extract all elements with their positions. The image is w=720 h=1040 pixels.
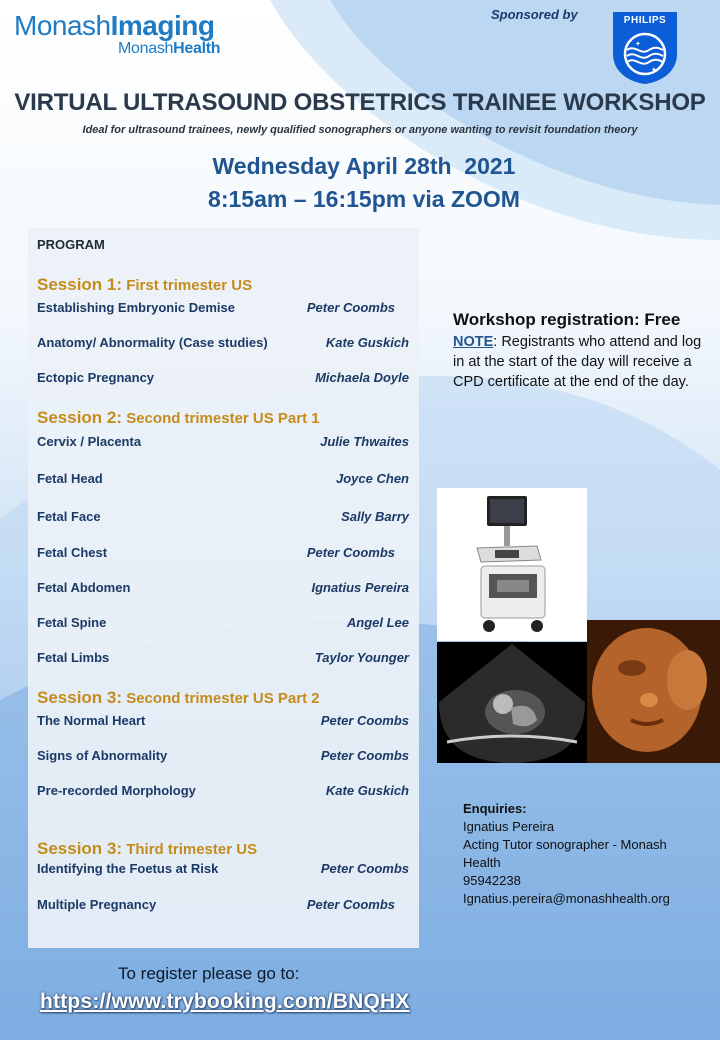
topic: Fetal Face bbox=[37, 509, 101, 524]
speaker: Kate Guskich bbox=[325, 335, 409, 350]
registration-title: Workshop registration: Free bbox=[453, 310, 681, 329]
session-label: Session 2: bbox=[37, 408, 123, 427]
speaker: Peter Coombs bbox=[320, 713, 409, 728]
topic: Pre-recorded Morphology bbox=[37, 783, 196, 798]
logo-subtext: Health bbox=[173, 40, 221, 57]
svg-text:✦: ✦ bbox=[651, 66, 657, 74]
speaker: Kate Guskich bbox=[325, 783, 409, 798]
logo-text: Monash bbox=[14, 10, 111, 41]
topic: Multiple Pregnancy bbox=[37, 897, 157, 912]
program-heading: PROGRAM bbox=[37, 237, 105, 252]
speaker: Joyce Chen bbox=[336, 471, 409, 486]
topic: The Normal Heart bbox=[37, 713, 146, 728]
registration-info bbox=[453, 310, 703, 392]
speaker: Sally Barry bbox=[341, 509, 409, 524]
topic: Anatomy/ Abnormality (Case studies) bbox=[37, 335, 268, 350]
page-subtitle: Ideal for ultrasound trainees, newly qualified sonographers or anyone wanting to revisit foundation theory bbox=[82, 124, 638, 136]
topic: Fetal Spine bbox=[37, 615, 107, 630]
topic: Ectopic Pregnancy bbox=[37, 370, 155, 385]
philips-logo bbox=[613, 12, 677, 84]
event-time: 8:15am – 16:15pm via ZOOM bbox=[208, 186, 520, 212]
speaker: Taylor Younger bbox=[314, 650, 409, 665]
topic: Fetal Limbs bbox=[37, 650, 110, 665]
session-name: Second trimester US Part 2 bbox=[122, 690, 320, 707]
logo-text: Imaging bbox=[110, 10, 215, 41]
speaker: Peter Coombs bbox=[320, 748, 409, 763]
3d-fetal-face-image bbox=[587, 620, 720, 763]
speaker: Peter Coombs bbox=[306, 545, 395, 560]
session-2-heading bbox=[37, 408, 320, 428]
page-title: VIRTUAL ULTRASOUND OBSTETRICS TRAINEE WORKSHOP bbox=[14, 89, 706, 116]
logo-subtext: Monash bbox=[118, 40, 174, 57]
contact-phone: 95942238 bbox=[463, 873, 521, 888]
topic: Fetal Head bbox=[37, 471, 103, 486]
speaker: Angel Lee bbox=[346, 615, 409, 630]
topic: Fetal Chest bbox=[37, 545, 108, 560]
note-text: : Registrants who attend and log in at the start of the day will receive a CPD certificate at the end of the day. bbox=[453, 334, 702, 390]
register-instruction: To register please go to: bbox=[118, 964, 300, 983]
contact-role: Acting Tutor sonographer - Monash Health bbox=[463, 837, 667, 870]
event-date-time bbox=[0, 150, 720, 216]
speaker: Julie Thwaites bbox=[320, 434, 409, 449]
contact-email[interactable]: Ignatius.pereira@monashhealth.org bbox=[463, 891, 670, 906]
registration-link[interactable]: https://www.trybooking.com/BNQHX bbox=[40, 990, 410, 1013]
session-4-heading bbox=[37, 839, 257, 859]
session-name: Second trimester US Part 1 bbox=[122, 410, 320, 427]
svg-text:✦: ✦ bbox=[635, 40, 641, 48]
contact-name: Ignatius Pereira bbox=[463, 819, 555, 834]
session-3-heading bbox=[37, 688, 320, 708]
ultrasound-scan-image bbox=[437, 642, 587, 763]
philips-logo-text: PHILIPS bbox=[623, 15, 667, 26]
enquiries-block bbox=[463, 800, 703, 908]
session-label: Session 3: bbox=[37, 688, 123, 707]
topic: Fetal Abdomen bbox=[37, 580, 131, 595]
speaker: Peter Coombs bbox=[306, 300, 395, 315]
sponsor-label: Sponsored by bbox=[491, 7, 578, 22]
topic: Establishing Embryonic Demise bbox=[37, 300, 235, 315]
event-date: Wednesday April 28th 2021 bbox=[212, 153, 516, 179]
monash-imaging-logo bbox=[14, 12, 220, 57]
speaker: Peter Coombs bbox=[306, 897, 395, 912]
speaker: Michaela Doyle bbox=[315, 370, 409, 385]
session-name: First trimester US bbox=[122, 277, 253, 294]
topic: Signs of Abnormality bbox=[37, 748, 168, 763]
session-1-heading bbox=[37, 275, 252, 295]
speaker: Peter Coombs bbox=[320, 861, 409, 876]
program-panel bbox=[28, 228, 419, 948]
enquiries-heading: Enquiries: bbox=[463, 801, 527, 816]
topic: Identifying the Foetus at Risk bbox=[37, 861, 219, 876]
speaker: Ignatius Pereira bbox=[311, 580, 409, 595]
session-label: Session 1: bbox=[37, 275, 123, 294]
ultrasound-machine-image bbox=[437, 488, 587, 641]
topic: Cervix / Placenta bbox=[37, 434, 142, 449]
note-label: NOTE bbox=[453, 334, 494, 350]
session-name: Third trimester US bbox=[122, 841, 258, 858]
registration-note bbox=[453, 332, 703, 392]
session-label: Session 3: bbox=[37, 839, 123, 858]
